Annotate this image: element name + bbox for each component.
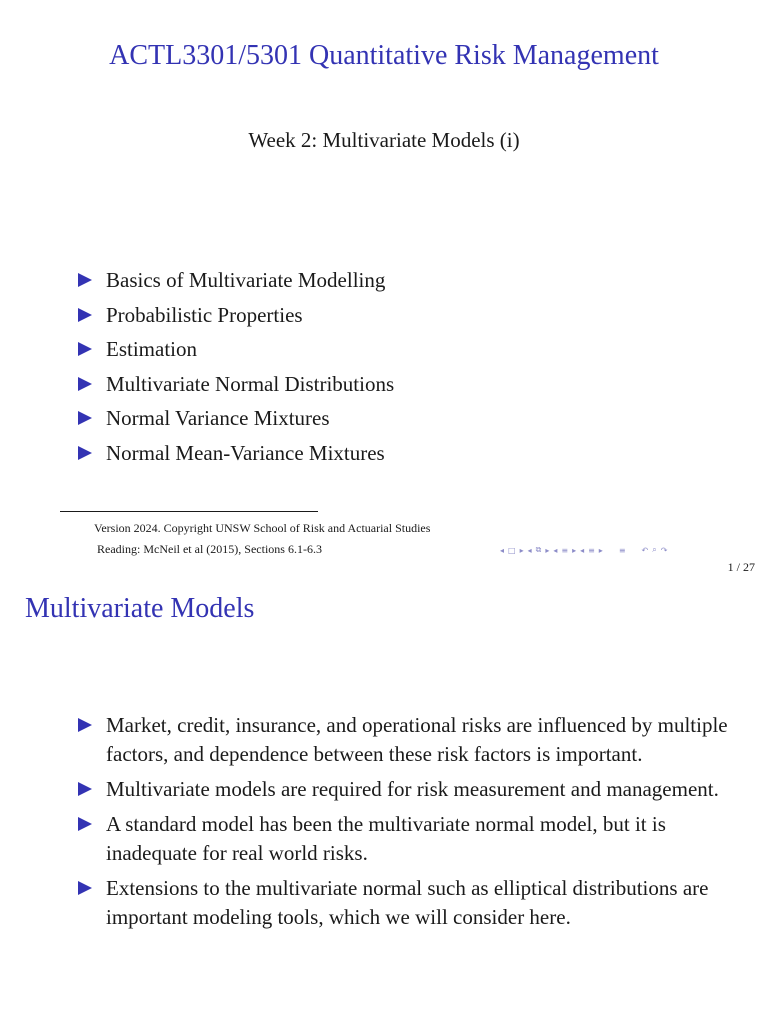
list-item (78, 404, 394, 433)
list-item-text: Normal Variance Mixtures (106, 406, 330, 431)
bullet-triangle-icon (78, 881, 92, 895)
list-item (78, 266, 394, 295)
list-item (78, 301, 394, 330)
bullet-triangle-icon (78, 377, 92, 391)
nav-forward-icon[interactable]: ↷ (660, 545, 668, 555)
list-item (78, 874, 728, 932)
bullet-triangle-icon (78, 817, 92, 831)
bullet-triangle-icon (78, 308, 92, 322)
list-item-text: A standard model has been the multivariate normal model, but it is inadequate for real world risks. (106, 812, 666, 865)
nav-frame-icon[interactable]: □ (508, 545, 516, 555)
list-item-text: Estimation (106, 337, 197, 362)
nav-next-arrow-icon[interactable]: ▸ (545, 545, 550, 555)
footnote-version: Version 2024. Copyright UNSW School of Risk and Actuarial Studies (94, 521, 431, 535)
nav-section-icon[interactable]: ≡ (561, 545, 569, 555)
bullet-triangle-icon (78, 342, 92, 356)
list-item-text: Extensions to the multivariate normal such as elliptical distributions are important modeling tools, which we will consider here. (106, 876, 709, 929)
nav-section-icon[interactable]: ≡ (588, 545, 595, 555)
bullet-triangle-icon (78, 718, 92, 732)
footnote-reading: Reading: McNeil et al (2015), Sections 6.1-6.3 (97, 542, 322, 556)
list-item (78, 711, 728, 769)
nav-next-arrow-icon[interactable]: ▸ (519, 545, 524, 555)
nav-next-arrow-icon[interactable]: ▸ (572, 545, 577, 555)
list-item-text: Multivariate models are required for risk measurement and management. (106, 777, 719, 801)
nav-next-arrow-icon[interactable]: ▸ (598, 545, 603, 555)
list-item-text: Normal Mean-Variance Mixtures (106, 440, 385, 465)
nav-back-icon[interactable]: ↶ (641, 545, 649, 555)
nav-prev-arrow-icon[interactable]: ◂ (553, 545, 558, 555)
frame-title: Multivariate Models (25, 593, 255, 624)
outline-list (78, 266, 394, 474)
nav-prev-arrow-icon[interactable]: ◂ (527, 545, 532, 555)
list-item-text: Market, credit, insurance, and operational risks are influenced by multiple factors, and dependence between these risk factors is important. (106, 713, 728, 766)
presentation-title: ACTL3301/5301 Quantitative Risk Management (109, 40, 659, 71)
list-item (78, 370, 394, 399)
nav-prev-arrow-icon[interactable]: ◂ (500, 545, 505, 555)
bullet-triangle-icon (78, 273, 92, 287)
nav-align-icon[interactable]: ≡ (618, 545, 626, 555)
nav-prev-arrow-icon[interactable]: ◂ (580, 545, 585, 555)
list-item (78, 439, 394, 468)
list-item-text: Basics of Multivariate Modelling (106, 268, 386, 292)
content-list (78, 711, 728, 938)
bullet-triangle-icon (78, 782, 92, 796)
page-number: 1 / 27 (727, 560, 755, 574)
content-slide (0, 576, 768, 1024)
beamer-navigation-bar (500, 544, 671, 556)
presentation-subtitle: Week 2: Multivariate Models (i) (248, 128, 520, 152)
nav-search-icon[interactable]: ⌕ (652, 545, 657, 554)
list-item-text: Probabilistic Properties (106, 302, 303, 327)
list-item (78, 810, 728, 868)
footnote-divider (60, 511, 318, 512)
list-item (78, 775, 728, 804)
nav-subsection-icon[interactable]: ⧉ (535, 545, 542, 554)
bullet-triangle-icon (78, 411, 92, 425)
list-item-text: Multivariate Normal Distributions (106, 371, 395, 396)
bullet-triangle-icon (78, 446, 92, 460)
list-item (78, 335, 394, 364)
